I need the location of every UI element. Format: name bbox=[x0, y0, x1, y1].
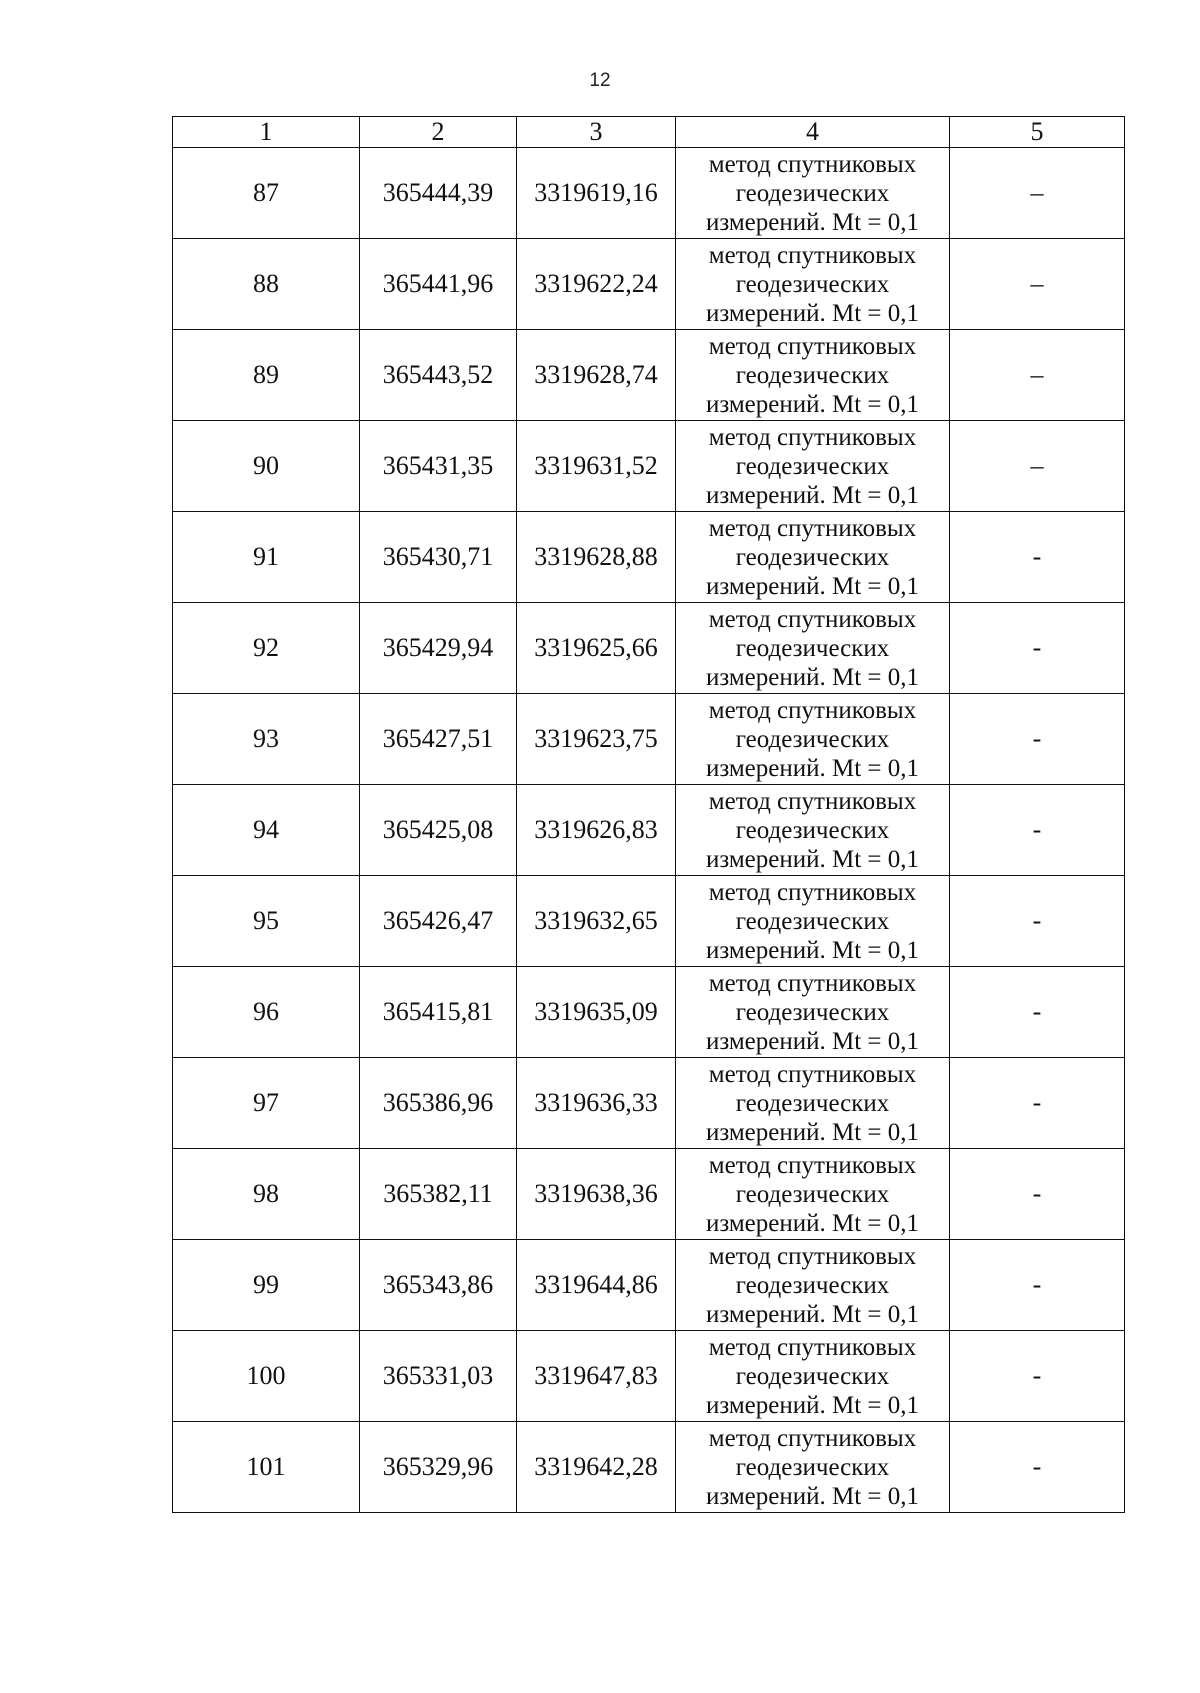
x-coordinate-cell: 365426,47 bbox=[360, 876, 517, 967]
y-coordinate-cell: 3319623,75 bbox=[517, 694, 676, 785]
table-row bbox=[173, 1422, 1125, 1513]
method-cell bbox=[676, 785, 950, 876]
method-line: метод спутниковых bbox=[708, 605, 917, 633]
method-line: измерений. Mt = 0,1 bbox=[705, 572, 920, 600]
method-cell bbox=[676, 148, 950, 239]
note-cell: - bbox=[950, 1149, 1125, 1240]
table-row bbox=[173, 330, 1125, 421]
method-line: метод спутниковых bbox=[708, 787, 917, 815]
y-coordinate-cell: 3319628,74 bbox=[517, 330, 676, 421]
method-line: измерений. Mt = 0,1 bbox=[705, 1482, 920, 1510]
point-number-cell: 89 bbox=[173, 330, 360, 421]
point-number-cell: 91 bbox=[173, 512, 360, 603]
point-number-cell: 92 bbox=[173, 603, 360, 694]
method-line: геодезических bbox=[735, 998, 890, 1026]
method-cell bbox=[676, 421, 950, 512]
note-cell: - bbox=[950, 1331, 1125, 1422]
method-line: измерений. Mt = 0,1 bbox=[705, 208, 920, 236]
method-cell bbox=[676, 967, 950, 1058]
y-coordinate-cell: 3319622,24 bbox=[517, 239, 676, 330]
y-coordinate-cell: 3319626,83 bbox=[517, 785, 676, 876]
point-number-cell: 96 bbox=[173, 967, 360, 1058]
method-line: геодезических bbox=[735, 634, 890, 662]
method-line: метод спутниковых bbox=[708, 1151, 917, 1179]
method-line: геодезических bbox=[735, 1453, 890, 1481]
y-coordinate-cell: 3319625,66 bbox=[517, 603, 676, 694]
note-cell: - bbox=[950, 694, 1125, 785]
table-row bbox=[173, 694, 1125, 785]
x-coordinate-cell: 365430,71 bbox=[360, 512, 517, 603]
method-line: геодезических bbox=[735, 1180, 890, 1208]
x-coordinate-cell: 365431,35 bbox=[360, 421, 517, 512]
method-cell bbox=[676, 1240, 950, 1331]
note-cell: - bbox=[950, 1058, 1125, 1149]
method-line: геодезических bbox=[735, 179, 890, 207]
method-cell bbox=[676, 1149, 950, 1240]
x-coordinate-cell: 365444,39 bbox=[360, 148, 517, 239]
header-col-4: 4 bbox=[676, 117, 950, 148]
table-row bbox=[173, 239, 1125, 330]
header-col-2: 2 bbox=[360, 117, 517, 148]
method-line: геодезических bbox=[735, 816, 890, 844]
x-coordinate-cell: 365443,52 bbox=[360, 330, 517, 421]
table-header bbox=[173, 117, 1125, 148]
header-col-1: 1 bbox=[173, 117, 360, 148]
table-row bbox=[173, 1240, 1125, 1331]
method-line: геодезических bbox=[735, 361, 890, 389]
method-line: метод спутниковых bbox=[708, 696, 917, 724]
note-cell: - bbox=[950, 785, 1125, 876]
method-line: геодезических bbox=[735, 907, 890, 935]
method-line: метод спутниковых bbox=[708, 1424, 917, 1452]
header-col-3: 3 bbox=[517, 117, 676, 148]
x-coordinate-cell: 365425,08 bbox=[360, 785, 517, 876]
x-coordinate-cell: 365331,03 bbox=[360, 1331, 517, 1422]
table-row bbox=[173, 1149, 1125, 1240]
y-coordinate-cell: 3319636,33 bbox=[517, 1058, 676, 1149]
y-coordinate-cell: 3319632,65 bbox=[517, 876, 676, 967]
method-cell bbox=[676, 603, 950, 694]
x-coordinate-cell: 365382,11 bbox=[360, 1149, 517, 1240]
note-cell: – bbox=[950, 239, 1125, 330]
method-cell bbox=[676, 330, 950, 421]
method-line: метод спутниковых bbox=[708, 878, 917, 906]
y-coordinate-cell: 3319642,28 bbox=[517, 1422, 676, 1513]
method-line: измерений. Mt = 0,1 bbox=[705, 1300, 920, 1328]
method-line: метод спутниковых bbox=[708, 969, 917, 997]
method-line: измерений. Mt = 0,1 bbox=[705, 481, 920, 509]
y-coordinate-cell: 3319647,83 bbox=[517, 1331, 676, 1422]
method-line: измерений. Mt = 0,1 bbox=[705, 845, 920, 873]
point-number-cell: 95 bbox=[173, 876, 360, 967]
method-cell bbox=[676, 512, 950, 603]
table-row bbox=[173, 603, 1125, 694]
method-cell bbox=[676, 694, 950, 785]
method-line: метод спутниковых bbox=[708, 1242, 917, 1270]
method-line: измерений. Mt = 0,1 bbox=[705, 1027, 920, 1055]
point-number-cell: 87 bbox=[173, 148, 360, 239]
table-row bbox=[173, 1331, 1125, 1422]
y-coordinate-cell: 3319631,52 bbox=[517, 421, 676, 512]
method-line: геодезических bbox=[735, 270, 890, 298]
point-number-cell: 90 bbox=[173, 421, 360, 512]
x-coordinate-cell: 365386,96 bbox=[360, 1058, 517, 1149]
point-number-cell: 97 bbox=[173, 1058, 360, 1149]
y-coordinate-cell: 3319638,36 bbox=[517, 1149, 676, 1240]
point-number-cell: 88 bbox=[173, 239, 360, 330]
x-coordinate-cell: 365429,94 bbox=[360, 603, 517, 694]
method-line: измерений. Mt = 0,1 bbox=[705, 754, 920, 782]
note-cell: - bbox=[950, 1240, 1125, 1331]
note-cell: – bbox=[950, 148, 1125, 239]
method-cell bbox=[676, 1331, 950, 1422]
note-cell: - bbox=[950, 967, 1125, 1058]
x-coordinate-cell: 365329,96 bbox=[360, 1422, 517, 1513]
method-line: измерений. Mt = 0,1 bbox=[705, 1118, 920, 1146]
note-cell: – bbox=[950, 330, 1125, 421]
header-row bbox=[173, 117, 1125, 148]
method-line: измерений. Mt = 0,1 bbox=[705, 663, 920, 691]
x-coordinate-cell: 365441,96 bbox=[360, 239, 517, 330]
page-number: 12 bbox=[589, 70, 611, 91]
method-line: метод спутниковых bbox=[708, 332, 917, 360]
method-line: геодезических bbox=[735, 1362, 890, 1390]
method-cell bbox=[676, 239, 950, 330]
method-line: метод спутниковых bbox=[708, 241, 917, 269]
method-line: метод спутниковых bbox=[708, 1333, 917, 1361]
table-body bbox=[173, 148, 1125, 1513]
note-cell: - bbox=[950, 1422, 1125, 1513]
note-cell: - bbox=[950, 603, 1125, 694]
table-row bbox=[173, 876, 1125, 967]
method-line: метод спутниковых bbox=[708, 514, 917, 542]
note-cell: - bbox=[950, 512, 1125, 603]
y-coordinate-cell: 3319644,86 bbox=[517, 1240, 676, 1331]
coordinates-table bbox=[172, 116, 1125, 1513]
method-line: метод спутниковых bbox=[708, 423, 917, 451]
x-coordinate-cell: 365343,86 bbox=[360, 1240, 517, 1331]
method-line: измерений. Mt = 0,1 bbox=[705, 390, 920, 418]
method-line: геодезических bbox=[735, 452, 890, 480]
point-number-cell: 94 bbox=[173, 785, 360, 876]
y-coordinate-cell: 3319628,88 bbox=[517, 512, 676, 603]
method-line: геодезических bbox=[735, 543, 890, 571]
method-cell bbox=[676, 1058, 950, 1149]
method-cell bbox=[676, 1422, 950, 1513]
x-coordinate-cell: 365415,81 bbox=[360, 967, 517, 1058]
note-cell: - bbox=[950, 876, 1125, 967]
method-line: метод спутниковых bbox=[708, 1060, 917, 1088]
method-line: геодезических bbox=[735, 1271, 890, 1299]
method-cell bbox=[676, 876, 950, 967]
note-cell: – bbox=[950, 421, 1125, 512]
point-number-cell: 93 bbox=[173, 694, 360, 785]
point-number-cell: 98 bbox=[173, 1149, 360, 1240]
table-row bbox=[173, 967, 1125, 1058]
table-row bbox=[173, 1058, 1125, 1149]
table-row bbox=[173, 421, 1125, 512]
point-number-cell: 99 bbox=[173, 1240, 360, 1331]
y-coordinate-cell: 3319619,16 bbox=[517, 148, 676, 239]
method-line: геодезических bbox=[735, 725, 890, 753]
header-col-5: 5 bbox=[950, 117, 1125, 148]
method-line: измерений. Mt = 0,1 bbox=[705, 1209, 920, 1237]
point-number-cell: 100 bbox=[173, 1331, 360, 1422]
method-line: измерений. Mt = 0,1 bbox=[705, 299, 920, 327]
point-number-cell: 101 bbox=[173, 1422, 360, 1513]
table-row bbox=[173, 148, 1125, 239]
table-row bbox=[173, 785, 1125, 876]
method-line: измерений. Mt = 0,1 bbox=[705, 1391, 920, 1419]
table-row bbox=[173, 512, 1125, 603]
method-line: измерений. Mt = 0,1 bbox=[705, 936, 920, 964]
method-line: метод спутниковых bbox=[708, 150, 917, 178]
y-coordinate-cell: 3319635,09 bbox=[517, 967, 676, 1058]
method-line: геодезических bbox=[735, 1089, 890, 1117]
x-coordinate-cell: 365427,51 bbox=[360, 694, 517, 785]
